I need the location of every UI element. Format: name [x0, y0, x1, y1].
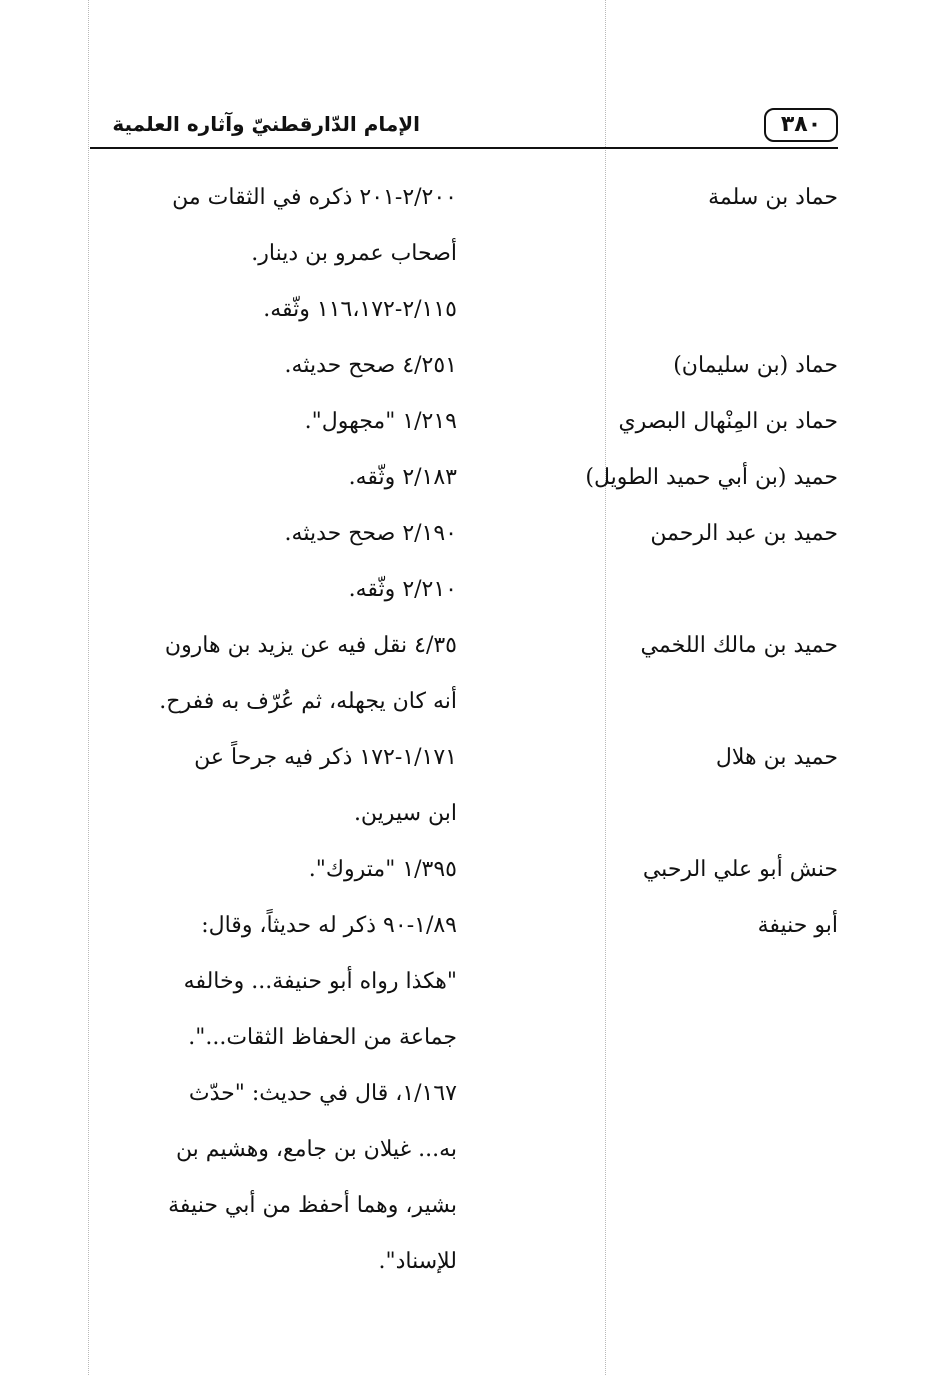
header-rule	[90, 147, 838, 149]
index-entry	[0, 898, 942, 1290]
entry-reference	[97, 506, 457, 618]
entry-name: حنش أبو علي الرحبي	[642, 857, 838, 882]
index-entry	[0, 842, 942, 898]
entry-name: حميد بن عبد الرحمن	[650, 521, 838, 546]
entry-reference	[97, 394, 457, 450]
entry-reference	[97, 450, 457, 506]
page-number: ٣٨٠	[764, 108, 838, 142]
entry-reference	[97, 898, 457, 1290]
reference-line: ٢/١١٥-١١٦،١٧٢ وثّقه.	[263, 297, 457, 322]
entry-name: حماد بن المِنْهال البصري	[618, 409, 838, 434]
entry-reference	[97, 730, 457, 842]
reference-line: ١/١٧١-١٧٢ ذكر فيه جرحاً عن	[194, 745, 457, 770]
reference-line: أنه كان يجهله، ثم عُرّف به ففرح.	[159, 689, 457, 714]
entry-name: حماد بن سلمة	[708, 185, 838, 210]
index-list	[0, 170, 942, 1290]
index-entry	[0, 394, 942, 450]
reference-line: ١/١٦٧، قال في حديث: "حدّث	[188, 1081, 457, 1106]
reference-line: للإسناد".	[378, 1249, 457, 1274]
reference-line: ٢/٢١٠ وثّقه.	[348, 577, 457, 602]
index-entry	[0, 338, 942, 394]
reference-line: "هكذا رواه أبو حنيفة... وخالفه	[183, 969, 457, 994]
reference-line: به... غيلان بن جامع، وهشيم بن	[175, 1137, 457, 1162]
entry-name: حماد (بن سليمان)	[673, 353, 838, 378]
entry-name: حميد بن هلال	[715, 745, 838, 770]
entry-name: حميد بن مالك اللخمي	[640, 633, 838, 658]
entry-reference	[97, 338, 457, 394]
entry-reference	[97, 618, 457, 730]
reference-line: ١/٢١٩ "مجهول".	[304, 409, 457, 434]
reference-line: ٢/١٩٠ صحح حديثه.	[284, 521, 457, 546]
reference-line: ابن سيرين.	[353, 801, 457, 826]
entry-name: حميد (بن أبي حميد الطويل)	[585, 465, 838, 490]
reference-line: أصحاب عمرو بن دينار.	[251, 241, 457, 266]
entry-reference	[97, 842, 457, 898]
index-entry	[0, 618, 942, 730]
index-entry	[0, 730, 942, 842]
entry-name: أبو حنيفة	[757, 913, 838, 938]
reference-line: ٢/٢٠٠-٢٠١ ذكره في الثقات من	[172, 185, 457, 210]
page-header	[90, 106, 838, 146]
reference-line: جماعة من الحفاظ الثقات...".	[188, 1025, 457, 1050]
index-entry	[0, 506, 942, 618]
reference-line: بشير، وهما أحفظ من أبي حنيفة	[168, 1193, 457, 1218]
reference-line: ١/٣٩٥ "متروك".	[308, 857, 457, 882]
reference-line: ١/٨٩-٩٠ ذكر له حديثاً، وقال:	[201, 913, 457, 938]
index-entry	[0, 450, 942, 506]
reference-line: ٤/٣٥ نقل فيه عن يزيد بن هارون	[164, 633, 457, 658]
reference-line: ٢/١٨٣ وثّقه.	[348, 465, 457, 490]
index-entry	[0, 170, 942, 338]
book-title: الإمام الدّارقطنيّ وآثاره العلمية	[112, 112, 420, 136]
reference-line: ٤/٢٥١ صحح حديثه.	[284, 353, 457, 378]
entry-reference	[97, 170, 457, 338]
